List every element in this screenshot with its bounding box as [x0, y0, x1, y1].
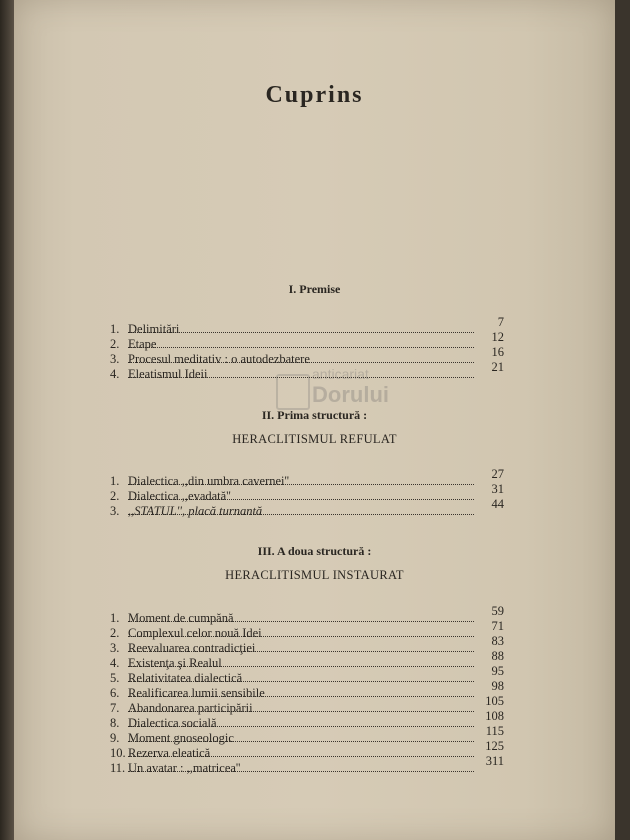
section-subtitle: HERACLITISMUL INSTAURAT [225, 568, 404, 582]
toc-entry [110, 739, 504, 760]
entry-number: 7. [110, 701, 120, 715]
entry-page: 95 [491, 664, 504, 678]
entry-title: Dialectica ,,evadată'' [128, 489, 231, 503]
entry-number: 2. [110, 489, 120, 503]
entry-number: 1. [110, 322, 120, 336]
entry-page: 125 [485, 739, 504, 753]
entry-number: 2. [110, 337, 120, 351]
toc-entry [110, 664, 504, 685]
toc-entry [110, 604, 504, 625]
entry-page: 98 [491, 679, 504, 693]
entry-title: Complexul celor nouă Idei [128, 626, 262, 640]
toc-entry [110, 634, 504, 655]
entry-number: 4. [110, 367, 120, 381]
entry-number: 5. [110, 671, 120, 685]
toc-entry [110, 679, 504, 700]
toc-entry [110, 724, 504, 745]
entry-page: 7 [497, 315, 504, 329]
entry-title: Realificarea lumii sensibile [128, 686, 265, 700]
entry-title: Un avatar : ,,matricea'' [128, 761, 241, 775]
entry-page: 16 [491, 345, 504, 359]
section-subtitle: HERACLITISMUL REFULAT [232, 432, 397, 446]
toc-entry [110, 619, 504, 640]
entry-page: 27 [491, 467, 504, 481]
entry-title: Rezerva eleatică [128, 746, 211, 760]
toc-entry [110, 345, 504, 366]
entry-page: 88 [491, 649, 504, 663]
entry-number: 3. [110, 641, 120, 655]
entry-title: Etape [128, 337, 157, 351]
entry-title: ,,STATUL'', placă turnantă [128, 504, 263, 518]
entry-number: 1. [110, 611, 120, 625]
toc-entry [110, 315, 504, 336]
book-spine [0, 0, 14, 840]
entry-number: 8. [110, 716, 120, 730]
watermark-box-icon [276, 374, 310, 410]
entry-title: Dialectica socială [128, 716, 217, 730]
entry-page: 71 [491, 619, 504, 633]
entry-title: Existenţa şi Realul [128, 656, 222, 670]
entry-page: 108 [485, 709, 504, 723]
watermark-logo [276, 360, 389, 416]
toc-entry [110, 497, 504, 518]
entry-page: 31 [491, 482, 504, 496]
toc-entry [110, 709, 504, 730]
watermark-line1: anticariat [312, 366, 369, 382]
entry-page: 105 [485, 694, 504, 708]
toc-entry [110, 754, 504, 775]
entry-number: 3. [110, 504, 120, 518]
book-page [14, 0, 615, 840]
entry-number: 1. [110, 474, 120, 488]
entry-title: Moment gnoseologic [128, 731, 234, 745]
entry-number: 3. [110, 352, 120, 366]
entry-title: Procesul meditativ : o autodezbatere [128, 352, 310, 366]
toc-entry [110, 330, 504, 351]
toc-entry [110, 649, 504, 670]
entry-number: 10. [110, 746, 126, 760]
entry-number: 11. [110, 761, 126, 775]
entry-title: Relativitatea dialectică [128, 671, 243, 685]
entry-number: 9. [110, 731, 120, 745]
entry-number: 6. [110, 686, 120, 700]
entry-title: Reevaluarea contradicţiei [128, 641, 256, 655]
toc-entry [110, 482, 504, 503]
entry-page: 115 [485, 724, 504, 738]
entry-page: 311 [485, 754, 504, 768]
entry-page: 12 [491, 330, 504, 344]
dot-leader [128, 347, 474, 348]
entry-page: 59 [491, 604, 504, 618]
watermark-line2: Dorului [312, 382, 389, 407]
entry-title: Eleatismul Ideii [128, 367, 208, 381]
entry-title: Dialectica ,,din umbra cavernei'' [128, 474, 290, 488]
entry-title: Delimitări [128, 322, 180, 336]
section-heading-premise: I. Premise [288, 282, 341, 296]
entry-number: 2. [110, 626, 120, 640]
entry-page: 83 [491, 634, 504, 648]
toc-entry [110, 694, 504, 715]
section-heading-first-structure: II. Prima structură : [261, 408, 368, 422]
page-title: Cuprins [265, 82, 364, 108]
entry-page: 21 [491, 360, 504, 374]
section-heading-second-structure: III. A doua structură : [257, 544, 372, 558]
entry-number: 4. [110, 656, 120, 670]
entry-title: Moment de cumpănă [128, 611, 234, 625]
entry-title: Abandonarea participării [128, 701, 253, 715]
entry-page: 44 [491, 497, 504, 511]
toc-entry [110, 467, 504, 488]
